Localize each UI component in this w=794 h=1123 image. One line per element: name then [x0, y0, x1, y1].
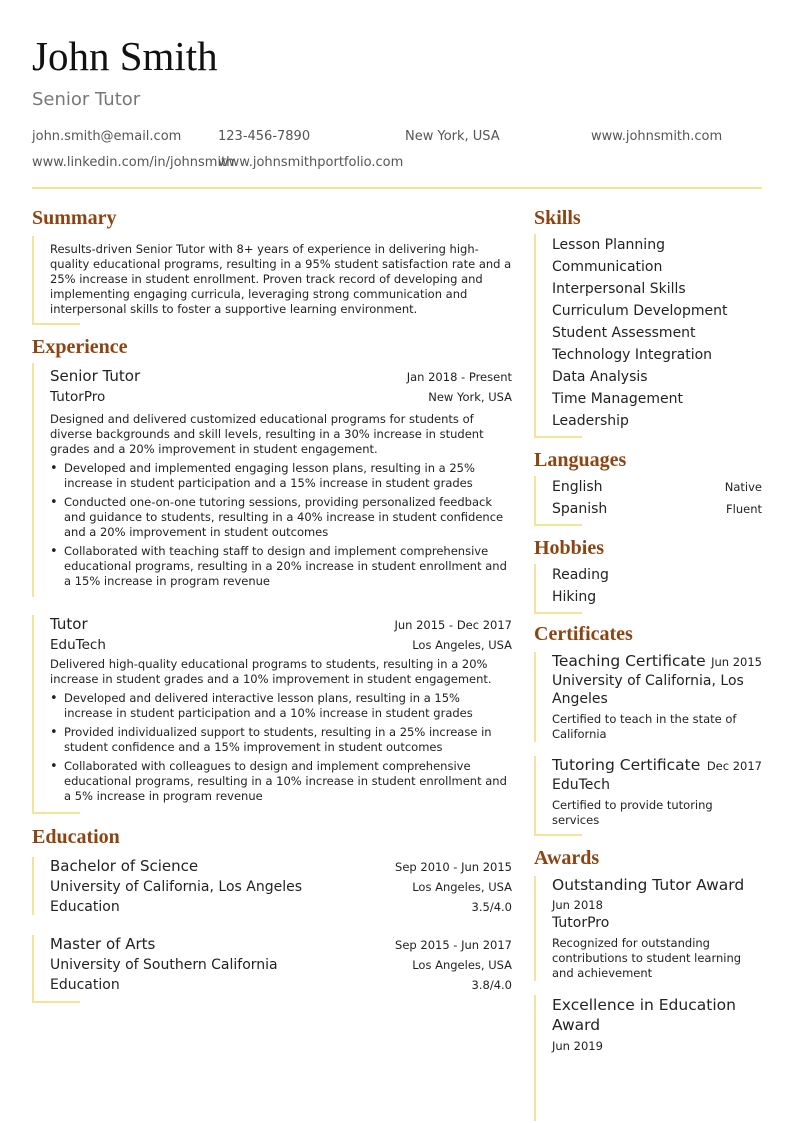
header-divider — [32, 187, 762, 189]
contact-phone: 123-456-7890 — [218, 129, 311, 144]
education-entry — [32, 935, 512, 1001]
edu-date: Sep 2015 - Jun 2017 — [395, 938, 512, 952]
skill-item: Technology Integration — [552, 347, 713, 363]
award-desc: Recognized for outstanding contributions to student learning and achievement — [552, 936, 742, 980]
certificate-desc: Certified to provide tutoring services — [552, 798, 713, 827]
summary-block — [32, 236, 512, 323]
contact-linkedin[interactable]: www.linkedin.com/in/johnsmith — [32, 155, 235, 170]
education-entry — [32, 857, 512, 915]
award-entry — [534, 876, 762, 981]
award-date: Jun 2019 — [552, 1039, 603, 1053]
certificate-title: Teaching Certificate — [552, 652, 706, 670]
edu-degree: Bachelor of Science — [50, 857, 199, 875]
edu-school: University of Southern California — [50, 957, 278, 973]
job-bullet: • Collaborated with colleagues to design and implement comprehensive educational programs, resulting in a 10% increase in student enrollment and a 5% increase in program revenue — [50, 759, 512, 804]
certificate-entry — [534, 652, 762, 742]
job-company: TutorPro — [50, 389, 106, 405]
skill-item: Lesson Planning — [552, 237, 665, 253]
language-item — [552, 476, 762, 498]
certificate-org: EduTech — [552, 777, 610, 793]
education-heading: Education — [32, 826, 120, 848]
education-underline — [32, 1001, 80, 1003]
award-title: Outstanding Tutor Award — [552, 876, 745, 894]
certificate-org: University of California, Los Angeles — [552, 673, 744, 707]
edu-date: Sep 2010 - Jun 2015 — [395, 860, 512, 874]
skill-item: Curriculum Development — [552, 303, 728, 319]
certificates-underline — [534, 834, 582, 836]
summary-underline — [32, 323, 80, 325]
edu-location: Los Angeles, USA — [412, 958, 512, 972]
edu-gpa: 3.5/4.0 — [471, 900, 512, 914]
language-level: Native — [724, 480, 762, 494]
contact-email[interactable]: john.smith@email.com — [32, 129, 182, 144]
job-company: EduTech — [50, 637, 106, 653]
candidate-title: Senior Tutor — [32, 89, 141, 110]
hobby-item: Reading — [552, 567, 609, 583]
hobbies-heading: Hobbies — [534, 537, 605, 559]
languages-heading: Languages — [534, 449, 627, 471]
contact-location: New York, USA — [405, 129, 500, 144]
awards-heading: Awards — [534, 847, 600, 869]
job-description: Delivered high-quality educational programs to students, resulting in a 20% increase in student grades and a 10% improvement in student engagement. — [50, 657, 492, 686]
certificate-entry — [534, 756, 762, 834]
skills-underline — [534, 436, 582, 438]
skill-item: Time Management — [552, 391, 683, 407]
language-item — [552, 498, 762, 520]
award-entry — [534, 995, 762, 1121]
languages-list — [534, 476, 762, 524]
skill-item: Data Analysis — [552, 369, 648, 385]
edu-location: Los Angeles, USA — [412, 880, 512, 894]
summary-heading: Summary — [32, 207, 117, 229]
experience-heading: Experience — [32, 336, 128, 358]
skill-item: Leadership — [552, 413, 629, 429]
edu-degree: Master of Arts — [50, 935, 156, 953]
job-date: Jan 2018 - Present — [406, 370, 512, 384]
candidate-name: John Smith — [32, 33, 218, 79]
job-description: Designed and delivered customized educational programs for students of diverse backgrounds and skill levels, resulting in a 30% increase in student grades and a 20% improvement in student engagement. — [50, 412, 484, 456]
skill-item: Student Assessment — [552, 325, 696, 341]
certificate-date: Dec 2017 — [706, 759, 762, 773]
hobbies-underline — [534, 612, 582, 614]
hobby-item: Hiking — [552, 589, 597, 605]
edu-school: University of California, Los Angeles — [50, 879, 303, 895]
job-location: New York, USA — [428, 390, 512, 404]
job-bullets — [50, 461, 512, 589]
certificate-title: Tutoring Certificate — [552, 756, 701, 774]
edu-field: Education — [50, 977, 120, 993]
language-name: Spanish — [552, 501, 608, 517]
experience-underline — [32, 812, 80, 814]
certificates-heading: Certificates — [534, 623, 633, 645]
skills-heading: Skills — [534, 207, 581, 229]
summary-text: Results-driven Senior Tutor with 8+ years of experience in delivering high-quality educational programs, resulting in a 95% student satisfaction rate and a 25% increase in student enrollment. Proven track record of developing and implementing engaging curricula, leveraging strong communication and interpersonal skills to foster a supportive learning environment. — [50, 242, 512, 316]
job-bullet: • Developed and delivered interactive lesson plans, resulting in a 15% increase in student participation and a 10% increase in student grades — [50, 691, 512, 721]
job-location: Los Angeles, USA — [412, 638, 512, 652]
award-date: Jun 2018 — [552, 898, 603, 912]
contact-website[interactable]: www.johnsmith.com — [591, 129, 723, 144]
job-title: Senior Tutor — [50, 367, 141, 385]
job-title: Tutor — [50, 615, 88, 633]
skill-item: Communication — [552, 259, 663, 275]
job-date: Jun 2015 - Dec 2017 — [394, 618, 512, 632]
skills-list — [534, 234, 762, 436]
job-bullet: • Provided individualized support to students, resulting in a 25% increase in student confidence and a 15% improvement in student outcomes — [50, 725, 512, 755]
edu-gpa: 3.8/4.0 — [471, 978, 512, 992]
contact-portfolio[interactable]: www.johnsmithportfolio.com — [218, 155, 404, 170]
right-column — [534, 204, 762, 1121]
award-title: Excellence in Education Award — [552, 996, 736, 1034]
language-name: English — [552, 479, 603, 495]
language-level: Fluent — [726, 502, 762, 516]
job-bullet: • Conducted one-on-one tutoring sessions, providing personalized feedback and guidance to students, resulting in a 40% increase in student confidence and a 20% improvement in student outcomes — [50, 495, 512, 540]
left-column — [32, 204, 512, 1003]
certificate-desc: Certified to teach in the state of California — [552, 712, 737, 741]
award-org: TutorPro — [552, 915, 610, 931]
job-entry — [32, 363, 512, 597]
job-bullet: • Collaborated with teaching staff to design and implement comprehensive educational programs, resulting in a 20% increase in student enrollment and a 15% increase in program revenue — [50, 544, 512, 589]
languages-underline — [534, 524, 582, 526]
job-entry — [32, 615, 512, 812]
hobbies-list — [534, 564, 762, 612]
skill-item: Interpersonal Skills — [552, 281, 686, 297]
job-bullets — [50, 691, 512, 804]
edu-field: Education — [50, 899, 120, 915]
job-bullet: • Developed and implemented engaging lesson plans, resulting in a 25% increase in student participation and a 15% increase in student grades — [50, 461, 512, 491]
certificate-date: Jun 2015 — [711, 655, 762, 669]
